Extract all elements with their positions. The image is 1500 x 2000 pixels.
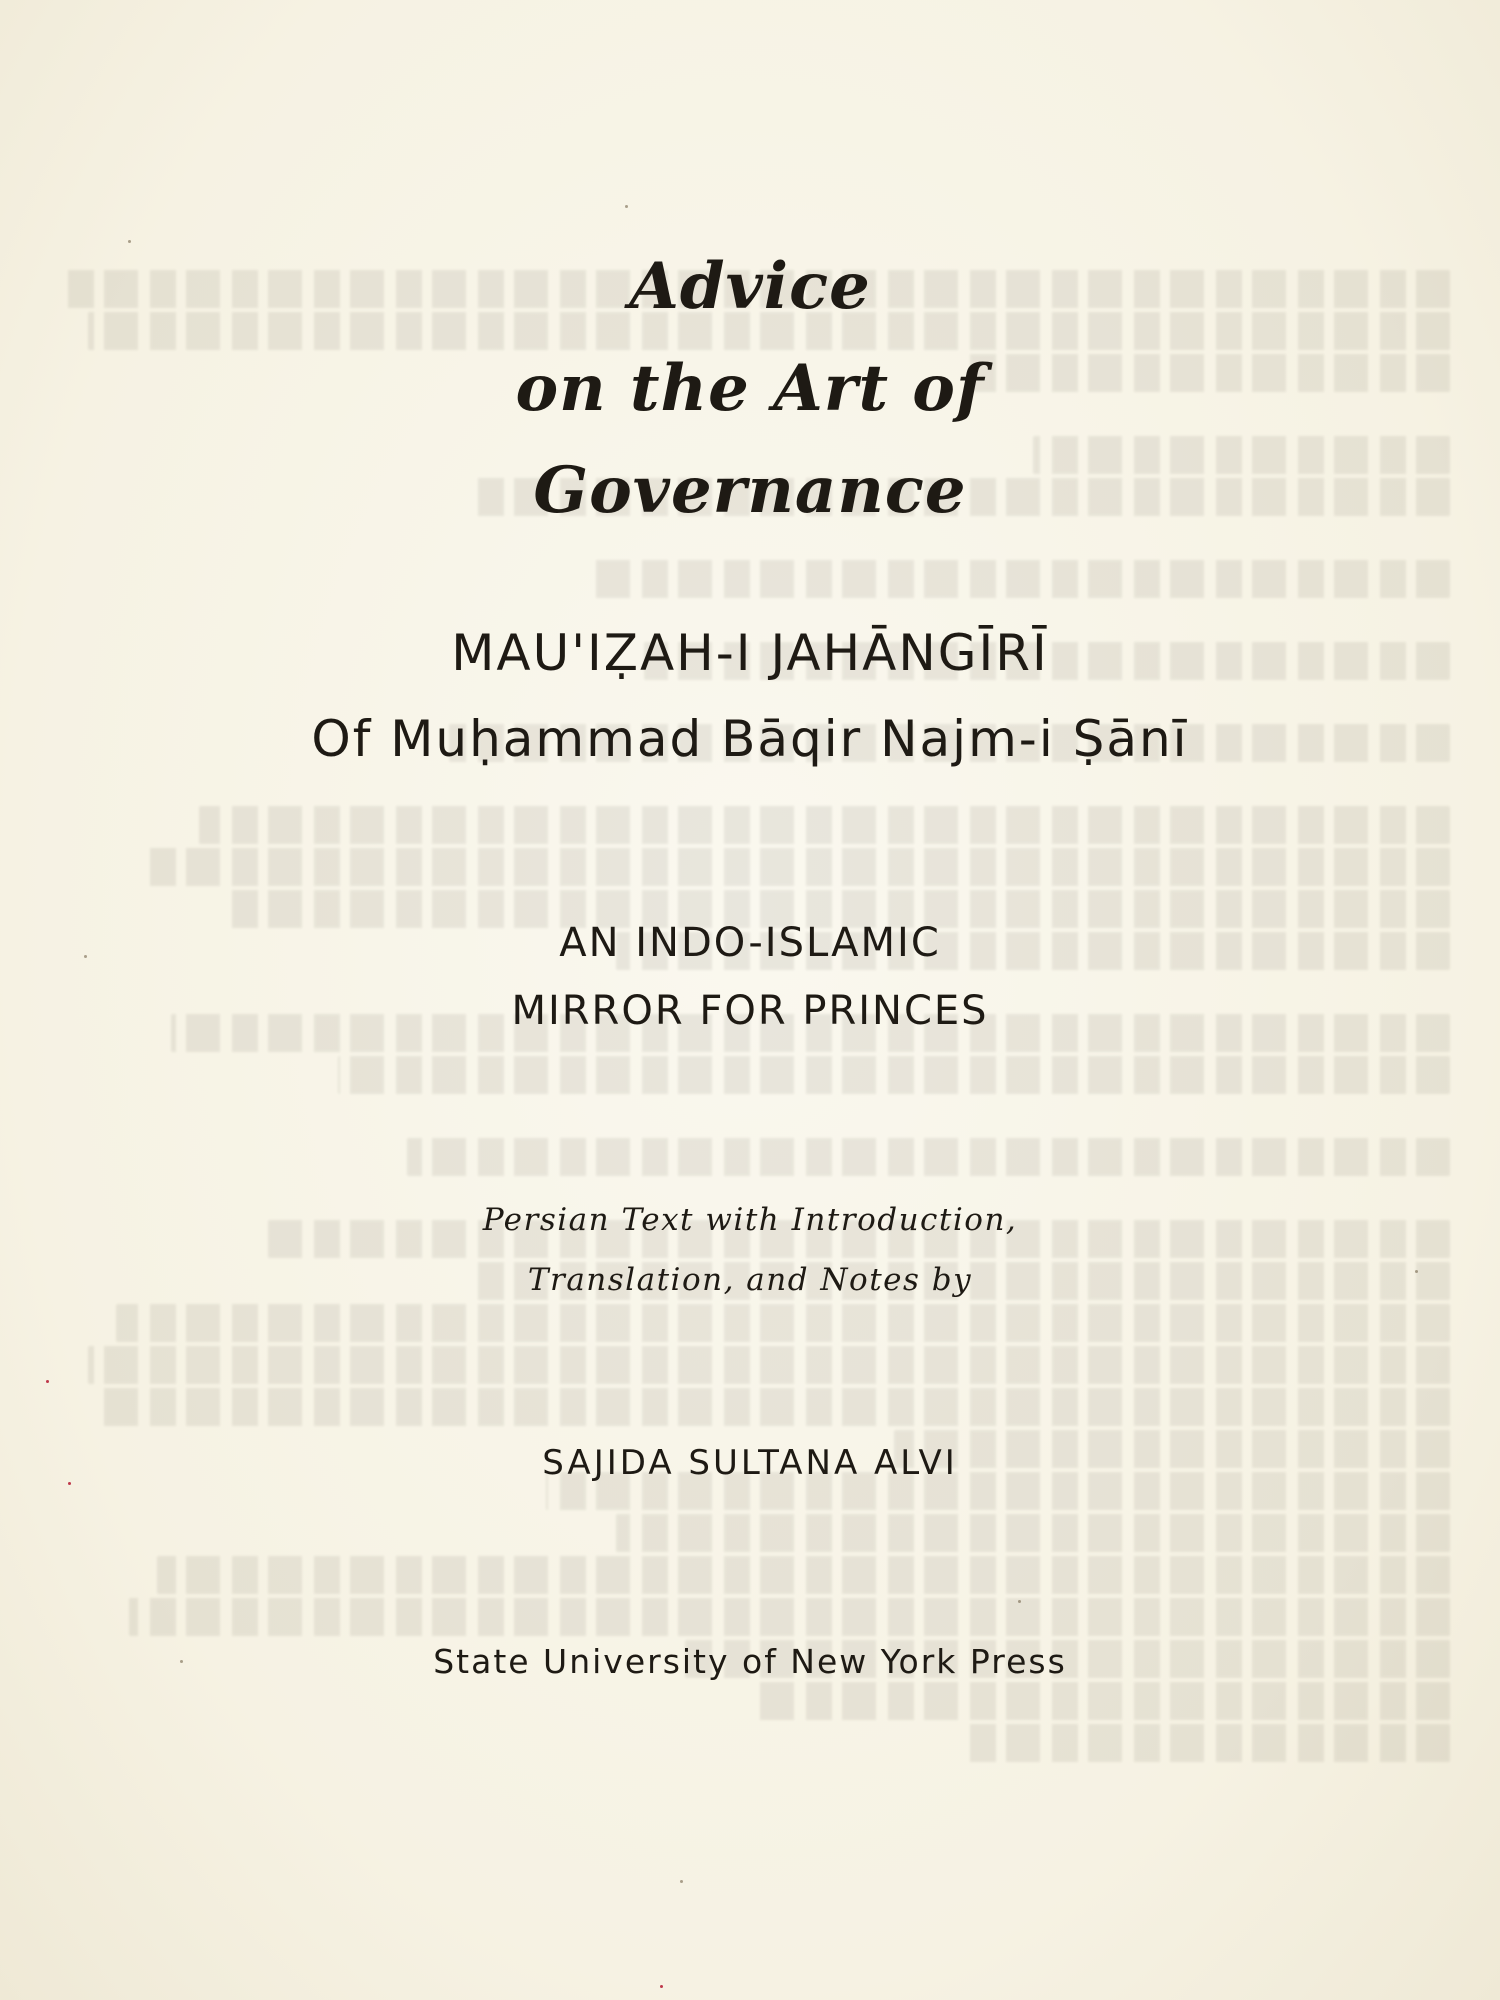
credits-line-2: Translation, and Notes by (527, 1262, 973, 1298)
paper-speck (1018, 1600, 1021, 1603)
paper-speck (84, 955, 87, 958)
paper-speck (625, 205, 628, 208)
editor-name: SAJIDA SULTANA ALVI (542, 1443, 958, 1483)
work-author: Of Muḥammad Bāqir Najm-i Ṣānī (311, 710, 1189, 768)
credits-line-1: Persian Text with Introduction, (482, 1202, 1018, 1238)
title-line-3: Governance (533, 453, 967, 528)
paper-speck (1415, 1270, 1418, 1273)
paper-speck (128, 240, 131, 243)
description-line-1: AN INDO-ISLAMIC (559, 920, 941, 966)
work-title: MAU'IẒAH-I JAHĀNGĪRĪ (451, 624, 1049, 682)
paper-speck (680, 1880, 683, 1883)
publisher-name: State University of New York Press (433, 1642, 1067, 1681)
title-line-1: Advice (629, 249, 871, 324)
paper-speck (180, 1660, 183, 1663)
paper-speck (660, 1985, 663, 1988)
title-line-2: on the Art of (515, 351, 985, 426)
description-line-2: MIRROR FOR PRINCES (511, 988, 989, 1034)
paper-speck (46, 1380, 49, 1383)
paper-speck (68, 1482, 71, 1485)
